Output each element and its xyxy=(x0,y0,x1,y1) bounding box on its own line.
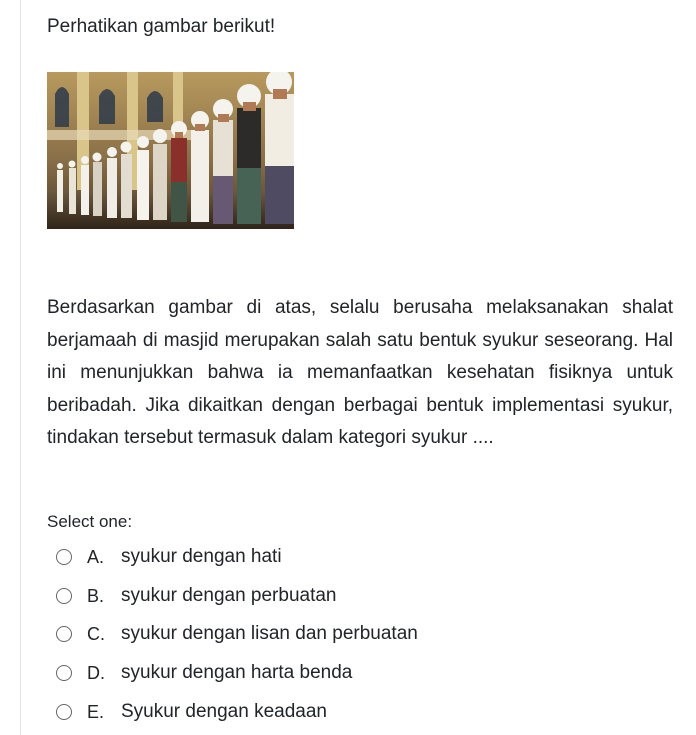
left-border xyxy=(20,0,21,735)
option-b[interactable] xyxy=(47,577,647,615)
option-letter: C. xyxy=(87,623,105,644)
mosque-prayer-photo xyxy=(47,72,294,229)
radio-button-d[interactable] xyxy=(56,665,72,681)
radio-button-e[interactable] xyxy=(56,704,72,720)
radio-button-b[interactable] xyxy=(56,588,72,604)
option-c[interactable] xyxy=(47,615,647,653)
option-letter: A. xyxy=(87,546,105,567)
option-letter: D. xyxy=(87,662,105,683)
option-e[interactable] xyxy=(47,693,647,731)
radio-button-c[interactable] xyxy=(56,626,72,642)
option-text: syukur dengan lisan dan perbuatan xyxy=(121,623,418,644)
option-a[interactable] xyxy=(47,538,647,576)
select-one-label: Select one: xyxy=(47,512,133,531)
radio-button-a[interactable] xyxy=(56,549,72,565)
option-letter: E. xyxy=(87,701,105,722)
option-text: syukur dengan hati xyxy=(121,546,282,567)
option-d[interactable] xyxy=(47,654,647,692)
option-text: Syukur dengan keadaan xyxy=(121,701,327,722)
option-text: syukur dengan perbuatan xyxy=(121,585,337,606)
option-letter: B. xyxy=(87,585,105,606)
question-prompt: Perhatikan gambar berikut! xyxy=(47,16,276,37)
option-text: syukur dengan harta benda xyxy=(121,662,353,683)
question-text: Berdasarkan gambar di atas, selalu berusaha melaksanakan shalat berjamaah di masjid merupakan salah satu bentuk syukur seseorang. Hal ini menunjukkan bahwa ia memanfaatkan kesehatan fisiknya untuk beribadah. Jika dikaitkan dengan berbagai bentuk implementasi syukur, tindakan tersebut termasuk dalam kategori syukur .... xyxy=(47,297,673,449)
